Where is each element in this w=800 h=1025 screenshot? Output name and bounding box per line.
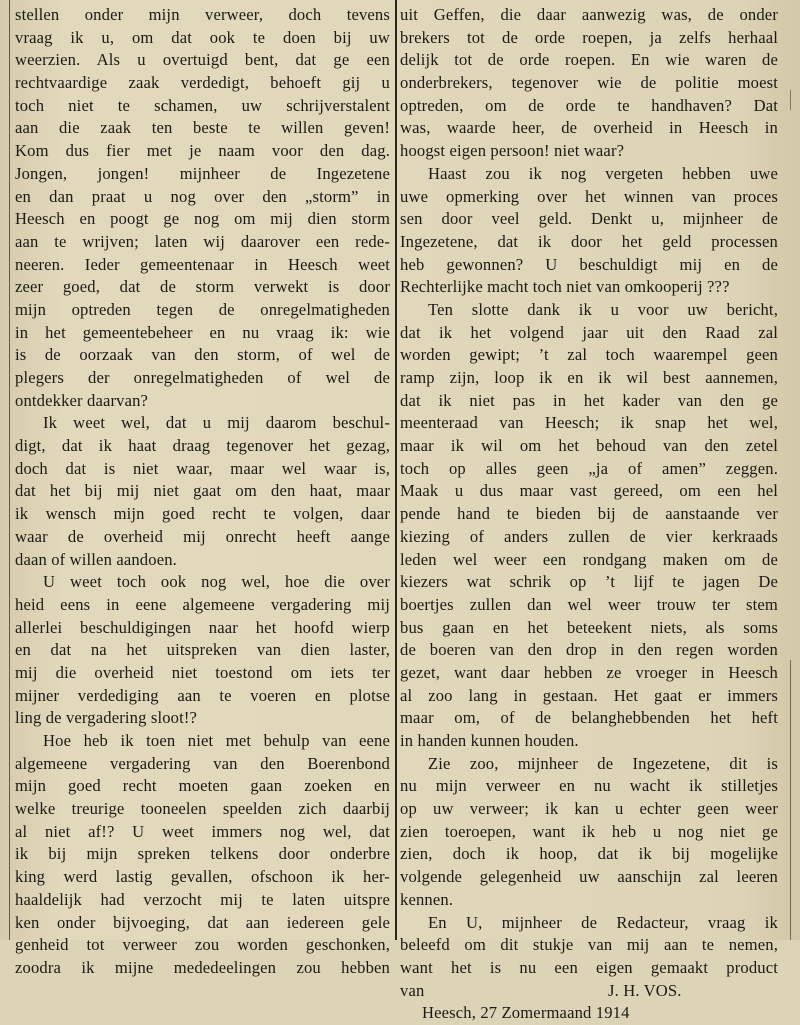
text-line: haaldelijk had verzocht mij te laten uitspre bbox=[15, 889, 390, 909]
text-line: volgende gelegenheid uw aanschijn zal leeren bbox=[400, 867, 778, 887]
text-line: allerlei beschuldigingen naar het hoofd wierp bbox=[15, 617, 390, 637]
text-line: vraag ik u, om dat ook te doen bij uw bbox=[15, 27, 390, 47]
text-line: ling de vergadering sloot!? bbox=[15, 708, 198, 728]
left-edge-rule bbox=[9, 0, 10, 940]
right-edge-rule bbox=[790, 660, 791, 940]
signature-name: J. H. VOS. bbox=[608, 980, 682, 1000]
text-line: kiezing of anders zullen de vier kerkraads bbox=[400, 526, 778, 546]
text-line: zien, doch ik hoop, dat ik bij mogelijke bbox=[400, 844, 778, 864]
text-line: daan of willen aandoen. bbox=[15, 549, 177, 569]
text-line: toch niet te schamen, uw schrijverstalent bbox=[15, 95, 390, 115]
text-line: toch op alles geen „ja of amen” zeggen. bbox=[400, 458, 778, 478]
text-line: doch dat is niet waar, maar wel waar is, bbox=[15, 458, 390, 478]
text-line: Kom dus fier met je naam voor den dag. bbox=[15, 141, 390, 161]
text-line: digt, dat ik haat draag tegenover het gezag, bbox=[15, 436, 390, 456]
text-line: plegers der onregelmatigheden of wel de bbox=[15, 368, 390, 387]
text-line: Haast zou ik nog vergeten hebben uwe bbox=[428, 163, 778, 183]
text-line: mijn optreden tegen de onregelmatigheden bbox=[15, 299, 390, 319]
text-line: bus gaan en het beteekent niets, als soms bbox=[400, 617, 778, 637]
text-line: Ingezetene, dat ik door het geld processen bbox=[400, 231, 778, 251]
text-line: Zie zoo, mijnheer de Ingezetene, dit is bbox=[428, 753, 778, 773]
text-line: was, waarde heer, de overheid in Heesch in bbox=[400, 118, 778, 138]
text-line: delijk tot de orde roepen. En wie waren de bbox=[400, 50, 778, 70]
left-column bbox=[15, 4, 390, 980]
text-line: al zoo lang in gestaan. Het gaat er immers bbox=[400, 685, 778, 705]
text-line: is de oorzaak van den storm, of wel de bbox=[15, 345, 390, 365]
dateline: Heesch, 27 Zomermaand 1914 bbox=[422, 1003, 630, 1023]
text-line: zeer goed, dat de storm verwekt is door bbox=[15, 277, 390, 297]
signature-prefix: van bbox=[400, 980, 425, 1000]
text-line: de boeren van den drop in den regen worden bbox=[400, 640, 778, 660]
text-line: maar om, of de belanghebbenden het heft bbox=[400, 708, 778, 728]
text-line: waar de overheid mij onrecht heeft aange bbox=[15, 526, 390, 546]
text-line: rechtvaardige zaak verdedigt, behoeft gij u bbox=[15, 73, 390, 93]
text-line: neeren. Ieder gemeentenaar in Heesch weet bbox=[15, 254, 390, 274]
text-line: aan te wrijven; laten wij daarover een rede- bbox=[15, 231, 390, 251]
text-line: Ten slotte dank ik u voor uw bericht, bbox=[428, 299, 778, 319]
text-line: gezet, want daar hebben ze vroeger in Heesch bbox=[400, 662, 778, 682]
text-line: beleefd om dit stukje van mij aan te nemen, bbox=[400, 935, 778, 955]
text-line: optreden, om de orde te handhaven? Dat bbox=[400, 95, 778, 115]
text-line: brekers tot de orde roepen, ja zelfs herhaal bbox=[400, 27, 778, 47]
text-line: Jongen, jongen! mijnheer de Ingezetene bbox=[15, 163, 390, 183]
text-line: dat ik het volgend jaar uit den Raad zal bbox=[400, 322, 778, 342]
text-line: mijn goed recht moeten gaan zoeken en bbox=[15, 776, 390, 796]
text-line: uit Geffen, die daar aanwezig was, de onder bbox=[400, 5, 778, 24]
text-line: boertjes zullen dan wel weer trouw ter stem bbox=[400, 594, 778, 614]
column-divider bbox=[395, 0, 397, 940]
text-line: mijner verdediging aan te voeren en plotse bbox=[15, 685, 390, 705]
text-line: kennen. bbox=[400, 889, 454, 909]
text-line: meenteraad van Heesch; ik snap het wel, bbox=[400, 413, 778, 433]
text-line: ik wensch mijn goed recht te volgen, daar bbox=[15, 504, 390, 524]
text-line: maar ik wil om het behoud van den zetel bbox=[400, 436, 778, 456]
text-line: heid eens in eene algemeene vergadering mij bbox=[15, 594, 390, 614]
text-line: dat ik niet pas in het kader van den ge bbox=[400, 390, 778, 410]
text-line: aan die zaak ten beste te willen geven! bbox=[15, 118, 390, 138]
text-line: mij die overheid niet toestond om iets ter bbox=[15, 662, 390, 682]
text-line: algemeene vergadering van den Boerenbond bbox=[15, 753, 390, 773]
text-line: in handen kunnen houden. bbox=[400, 731, 579, 750]
right-edge-mark bbox=[790, 90, 791, 110]
text-line: dat het bij mij niet gaat om den haat, maar bbox=[15, 481, 390, 501]
text-line: en dan praat u nog over den „storm” in bbox=[15, 186, 390, 206]
text-line: al niet af!? U weet immers nog wel, dat bbox=[15, 821, 390, 841]
text-line: onderbrekers, tegenover wie de politie moest bbox=[400, 73, 778, 93]
text-line: in het gemeentebeheer en nu vraag ik: wie bbox=[15, 322, 390, 342]
text-line: Ik weet wel, dat u mij daarom beschul- bbox=[43, 413, 390, 433]
right-column-lines bbox=[400, 4, 778, 980]
text-line: sen door veel geld. Denkt u, mijnheer de bbox=[400, 209, 778, 229]
text-line: welke treurige tooneelen speelden zich daarbij bbox=[15, 799, 390, 819]
text-line: ken onder bijvoeging, dat aan iedereen gele bbox=[15, 912, 390, 932]
text-line: ramp zijn, loop ik en ik wil best aannemen, bbox=[400, 368, 778, 387]
text-line: zoodra ik mijne mededeelingen zou hebben bbox=[15, 957, 390, 977]
text-line: genheid tot verweer zou worden geschonken, bbox=[15, 935, 390, 955]
text-line: Maak u dus maar vast gereed, om een hel bbox=[400, 481, 778, 501]
text-line: hoogst eigen persoon! niet waar? bbox=[400, 141, 625, 161]
text-line: weerzien. Als u overtuigd bent, dat ge een bbox=[15, 50, 390, 70]
text-line: king werd lastig gevallen, ofschoon ik her- bbox=[15, 867, 390, 887]
text-line: ontdekker daarvan? bbox=[15, 390, 149, 410]
text-line: kiezers wat schrik op ’t lijf te jagen De bbox=[400, 572, 778, 592]
text-line: worden gewipt; ’t zal toch waarempel geen bbox=[400, 345, 778, 365]
text-line: heb gewonnen? U beschuldigt mij en de bbox=[400, 254, 778, 274]
text-line: want het is nu een eigen gemaakt product bbox=[400, 957, 778, 977]
text-line: U weet toch ook nog wel, hoe die over bbox=[43, 572, 390, 592]
text-line: Heesch en poogt ge nog om mij dien storm bbox=[15, 209, 390, 229]
text-line: zien toeroepen, want ik heb u nog niet ge bbox=[400, 821, 778, 841]
text-line: op uw verweer; ik kan u echter geen weer bbox=[400, 799, 778, 819]
signature-line bbox=[400, 980, 778, 1003]
text-line: ik bij mijn spreken telkens door onderbre bbox=[15, 844, 390, 864]
text-line: nu mijn verweer en nu wacht ik stilletjes bbox=[400, 776, 778, 796]
text-line: En U, mijnheer de Redacteur, vraag ik bbox=[428, 912, 778, 932]
text-line: en dat na het uitspreken van dien laster, bbox=[15, 640, 390, 660]
text-line: leden wel weer een rondgang maken om de bbox=[400, 549, 778, 569]
text-line: Hoe heb ik toen niet met behulp van eene bbox=[43, 731, 390, 750]
text-line: uwe opmerking over het winnen van proces bbox=[400, 186, 778, 206]
text-line: pende hand te bieden bij de aanstaande ver bbox=[400, 504, 778, 524]
text-line: Rechterlijke macht toch niet van omkooperij ??? bbox=[400, 277, 730, 297]
text-line: stellen onder mijn verweer, doch tevens bbox=[15, 5, 390, 24]
right-column bbox=[400, 4, 778, 1025]
